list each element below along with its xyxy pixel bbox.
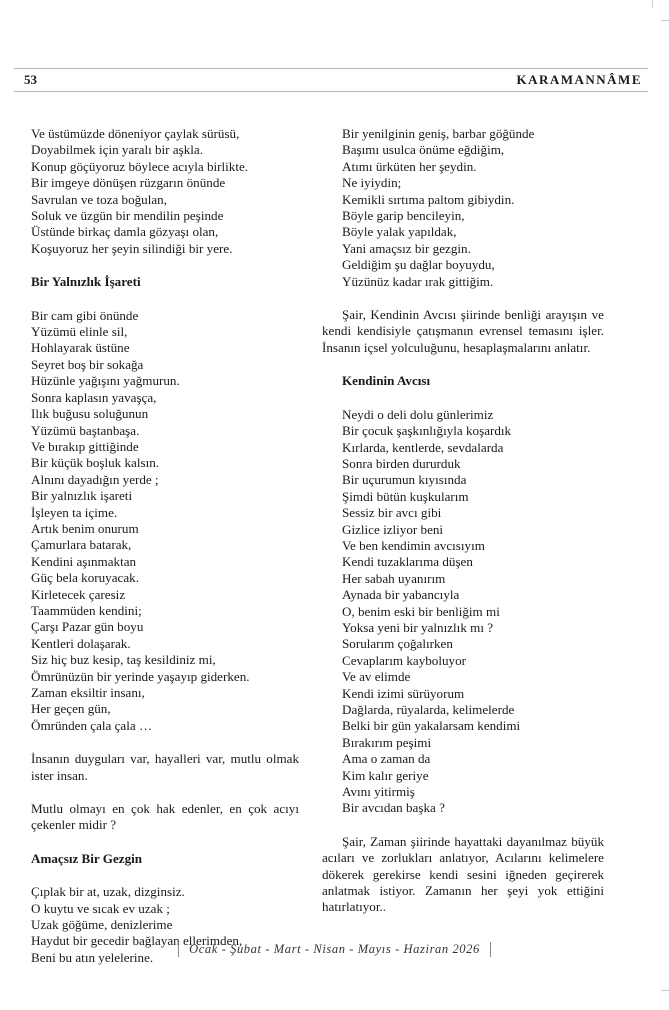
poem-stanza [31,308,299,735]
poem-line: Güç bela koruyacak. [31,570,139,586]
issue-dates: Ocak - Şubat - Mart - Nisan - Mayıs - Haziran 2026 [178,942,491,957]
poem-line: Hohlayarak üstüne [31,340,130,356]
right-column [322,126,604,916]
crop-mark-top [652,0,653,8]
poem-line: Beni bu atın yelelerine. [31,949,154,965]
poem-line: Dağlarda, rüyalarda, kelimelerde [342,702,515,717]
poem-line: Gizlice izliyor beni [342,521,444,537]
poem-heading: Bir Yalnızlık İşareti [31,274,141,290]
poem-line: Sonra kaplasın yavaşça, [31,389,157,405]
poem-line: Artık benim onurum [31,520,139,536]
poem-line: Yüzümü baştanbaşa. [31,422,140,438]
poem-line: Yüzümü elinle sil, [31,324,128,340]
poem-line: Bir yenilginin geniş, barbar göğünde [342,126,535,141]
poem-stanza [322,126,604,290]
poem-line: Atımı ürküten her şeydin. [342,158,477,174]
poem-line: Neydi o deli dolu günlerimiz [342,406,494,422]
poem-line: Konup göçüyoruz böylece acıyla birlikte. [31,158,249,174]
poem-line: Böyle garip bencileyin, [342,208,465,224]
page-header [14,68,648,92]
poem-line: Üstünde birkaç damla gözyaşı olan, [31,224,219,240]
poem-line: Ilık buğusu soluğunun [31,406,149,422]
poem-line: Cevaplarım kayboluyor [342,652,466,668]
poem-line: Bir uçurumun kıyısında [342,472,467,488]
poem-line: Bir avcıdan başka ? [342,800,445,816]
left-column [31,126,299,966]
poem-line: Ama o zaman da [342,751,431,767]
poem-line: Avını yitirmiş [342,784,415,800]
poem-line: İşleyen ta içime. [31,504,118,520]
poem-line: Taammüden kendini; [31,602,142,618]
poem-line: Kim kalır geriye [342,767,429,783]
poem-line: Savrulan ve toza boğulan, [31,191,167,207]
poem-line: Kirletecek çaresiz [31,586,126,602]
poem-line: Bir çocuk şaşkınlığıyla koşardık [342,423,512,439]
poem-line: Kırlarda, kentlerde, sevdalarda [342,439,504,455]
poem-line: Yoksa yeni bir yalnızlık mı ? [342,619,494,635]
poem-line: Kemikli sırtıma paltom gibiydin. [342,191,515,207]
poem-line: O kuytu ve sıcak ev uzak ; [31,900,170,916]
poem-line: Bir cam gibi önünde [31,307,139,323]
poem-line: Bir yalnızlık işareti [31,488,133,504]
poem-line: Belki bir gün yakalarsam kendimi [342,718,521,734]
commentary-paragraph: Mutlu olmayı en çok hak edenler, en çok acıyı çekenler midir ? [31,801,299,833]
poem-line: O, benim eski bir benliğim mi [342,603,500,619]
poem-line: Soluk ve üzgün bir mendilin peşinde [31,208,224,224]
poem-line: Kendini aşınmaktan [31,553,137,569]
poem-line: Alnını dayadığın yerde ; [31,471,159,487]
poem-line: Ömründen çala çala … [31,717,153,733]
poem-line: Her sabah uyanırım [342,570,446,586]
poem-line: Zaman eksiltir insanı, [31,685,145,700]
poem-line: Bir küçük boşluk kalsın. [31,455,160,471]
poem-line: Yüzünüz kadar ırak gittiğim. [342,273,494,289]
poem-line: Ne iyiydin; [342,175,402,191]
journal-title: KARAMANNÂME [516,72,642,87]
poem-line: Çarşı Pazar gün boyu [31,619,144,635]
poem-line: Kendi izimi sürüyorum [342,685,465,701]
poem-line: Siz hiç buz kesip, taş kesildiniz mi, [31,652,216,668]
poem-line: Sonra birden dururduk [342,455,461,471]
poem-heading: Kendinin Avcısı [342,373,431,389]
poem-line: Kentleri dolaşarak. [31,635,131,651]
poem-line: Şimdi bütün kuşkularım [342,488,469,504]
poem-line: Çamurlara batarak, [31,537,132,553]
poem-line: Ömrünüzün bir yerinde yaşayıp giderken. [31,668,250,684]
commentary-paragraph: Şair, Kendinin Avcısı şiirinde benliği arayışın ve kendi kendisiyle çatışmanın evrensel temasını işler. İnsanın içsel yolculuğunu, hesaplaşmalarını anlatır. [322,307,604,355]
poem-line: Çıplak bir at, uzak, dizginsiz. [31,884,185,900]
poem-line: Haydut bir gecedir bağlayan ellerimden, [31,933,243,949]
page-footer [0,942,669,957]
poem-stanza [322,407,604,817]
poem-line: Başımı usulca önüme eğdiğim, [342,142,505,158]
poem-line: Uzak göğüme, denizlerime [31,917,173,933]
poem-line: Her geçen gün, [31,701,111,717]
poem-line: Böyle yalak yapıldak, [342,224,457,240]
poem-line: Yani amaçsız bir gezgin. [342,240,471,256]
poem-line: Bir imgeye dönüşen rüzgarın önünde [31,175,226,191]
crop-mark-bottom [661,990,669,991]
poem-heading: Amaçsız Bir Gezgin [31,850,143,866]
poem-line: Ve ben kendimin avcısıyım [342,537,485,553]
poem-line: Ve bırakıp gittiğinde [31,438,139,454]
poem-line: Geldiğim şu dağlar boyuydu, [342,257,495,273]
page-number: 53 [24,72,37,87]
poem-line: Koşuyoruz her şeyin silindiği bir yere. [31,240,233,256]
poem-line: Aynada bir yabancıyla [342,587,460,603]
poem-line: Hüzünle yağışını yağmurun. [31,373,180,389]
crop-mark-right [661,20,669,21]
poem-line: Seyret boş bir sokağa [31,356,144,372]
poem-stanza [31,126,299,257]
poem-line: Sessiz bir avcı gibi [342,505,442,521]
poem-line: Sorularım çoğalırken [342,636,453,652]
poem-line: Ve üstümüzde döneniyor çaylak sürüsü, [31,126,240,141]
commentary-paragraph: Şair, Zaman şiirinde hayattaki dayanılmaz büyük acıları ve zorlukları anlatıyor, Acılarını kelimelere dökerek gerekirse kendi sesini iğneden geçirerek anlatmak istiyor. Zamanın her şeyi yok ettiğini hatırlatıyor.. [322,833,604,915]
poem-line: Bırakırım peşimi [342,734,432,750]
commentary-paragraph: İnsanın duyguları var, hayalleri var, mutlu olmak ister insan. [31,751,299,783]
poem-line: Doyabilmek için yaralı bir aşkla. [31,142,203,158]
poem-line: Kendi tuzaklarıma düşen [342,554,473,570]
poem-line: Ve av elimde [342,669,411,685]
